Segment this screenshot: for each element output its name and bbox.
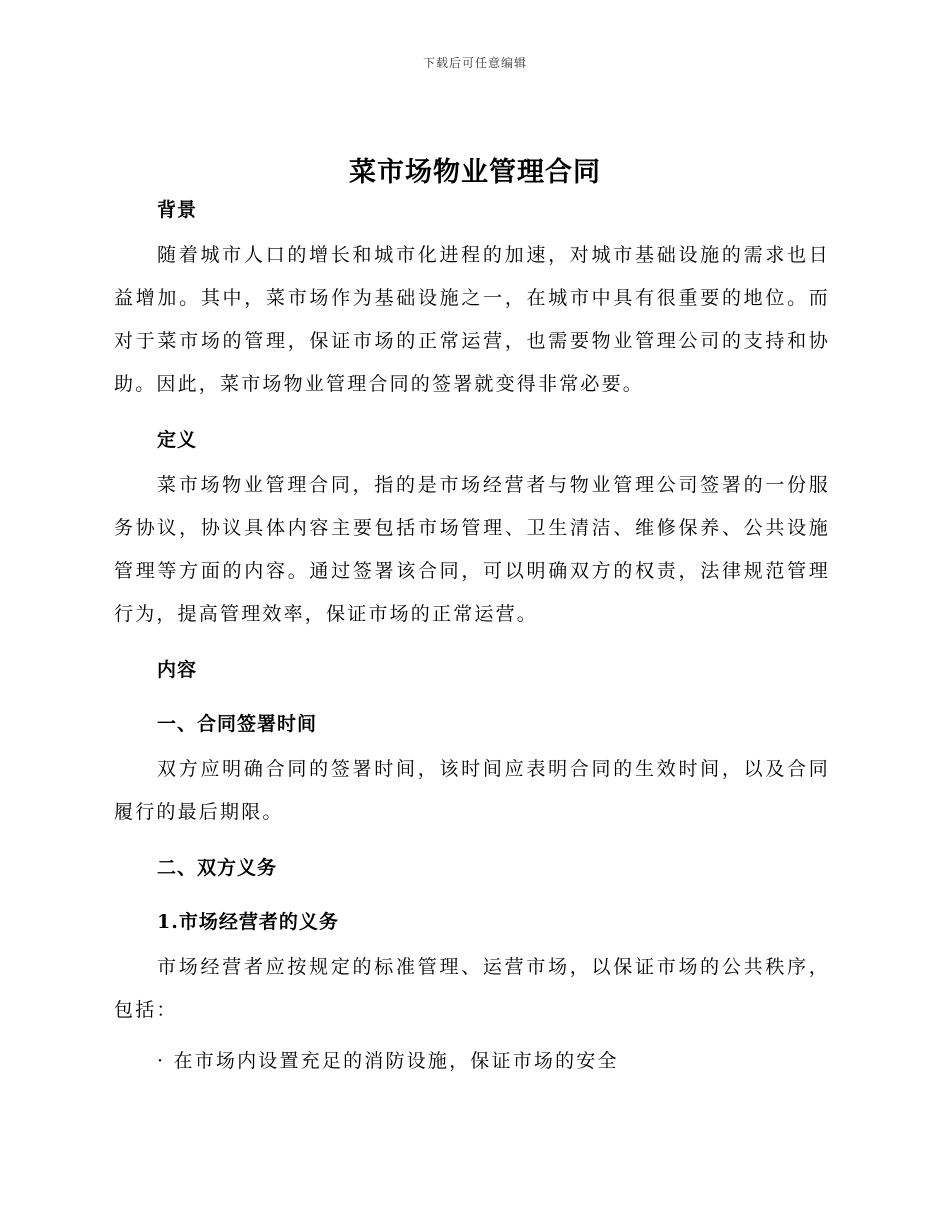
header-note: 下载后可任意编辑 [422, 56, 527, 70]
item1-heading: 一、合同签署时间 [157, 713, 318, 735]
background-heading: 背景 [157, 199, 198, 221]
bullet-item: · 在市场内设置充足的消防设施，保证市场的安全 [157, 1050, 619, 1072]
definition-paragraph: 菜市场物业管理合同，指的是市场经营者与物业管理公司签署的一份服务协议，协议具体内容主要包括市场管理、卫生清洁、维修保养、公共设施管理等方面的内容。通过签署该合同，可以明确双方的权责，法律规范管理行为，提高管理效率，保证市场的正常运营。 [114, 474, 830, 625]
item2-heading: 二、双方义务 [157, 857, 278, 879]
sub1-heading: 1.市场经营者的义务 [157, 911, 339, 933]
content-heading: 内容 [157, 659, 198, 681]
definition-heading: 定义 [157, 429, 198, 451]
document-body [114, 194, 830, 1083]
sub1-paragraph: 市场经营者应按规定的标准管理、运营市场，以保证市场的公共秩序，包括： [114, 956, 830, 1021]
background-paragraph: 随着城市人口的增长和城市化进程的加速，对城市基础设施的需求也日益增加。其中，菜市场作为基础设施之一，在城市中具有很重要的地位。而对于菜市场的管理，保证市场的正常运营，也需要物业管理公司的支持和协助。因此，菜市场物业管理合同的签署就变得非常必要。 [114, 244, 830, 395]
item1-paragraph: 双方应明确合同的签署时间，该时间应表明合同的生效时间，以及合同履行的最后期限。 [114, 758, 830, 823]
document-title: 菜市场物业管理合同 [349, 157, 601, 188]
